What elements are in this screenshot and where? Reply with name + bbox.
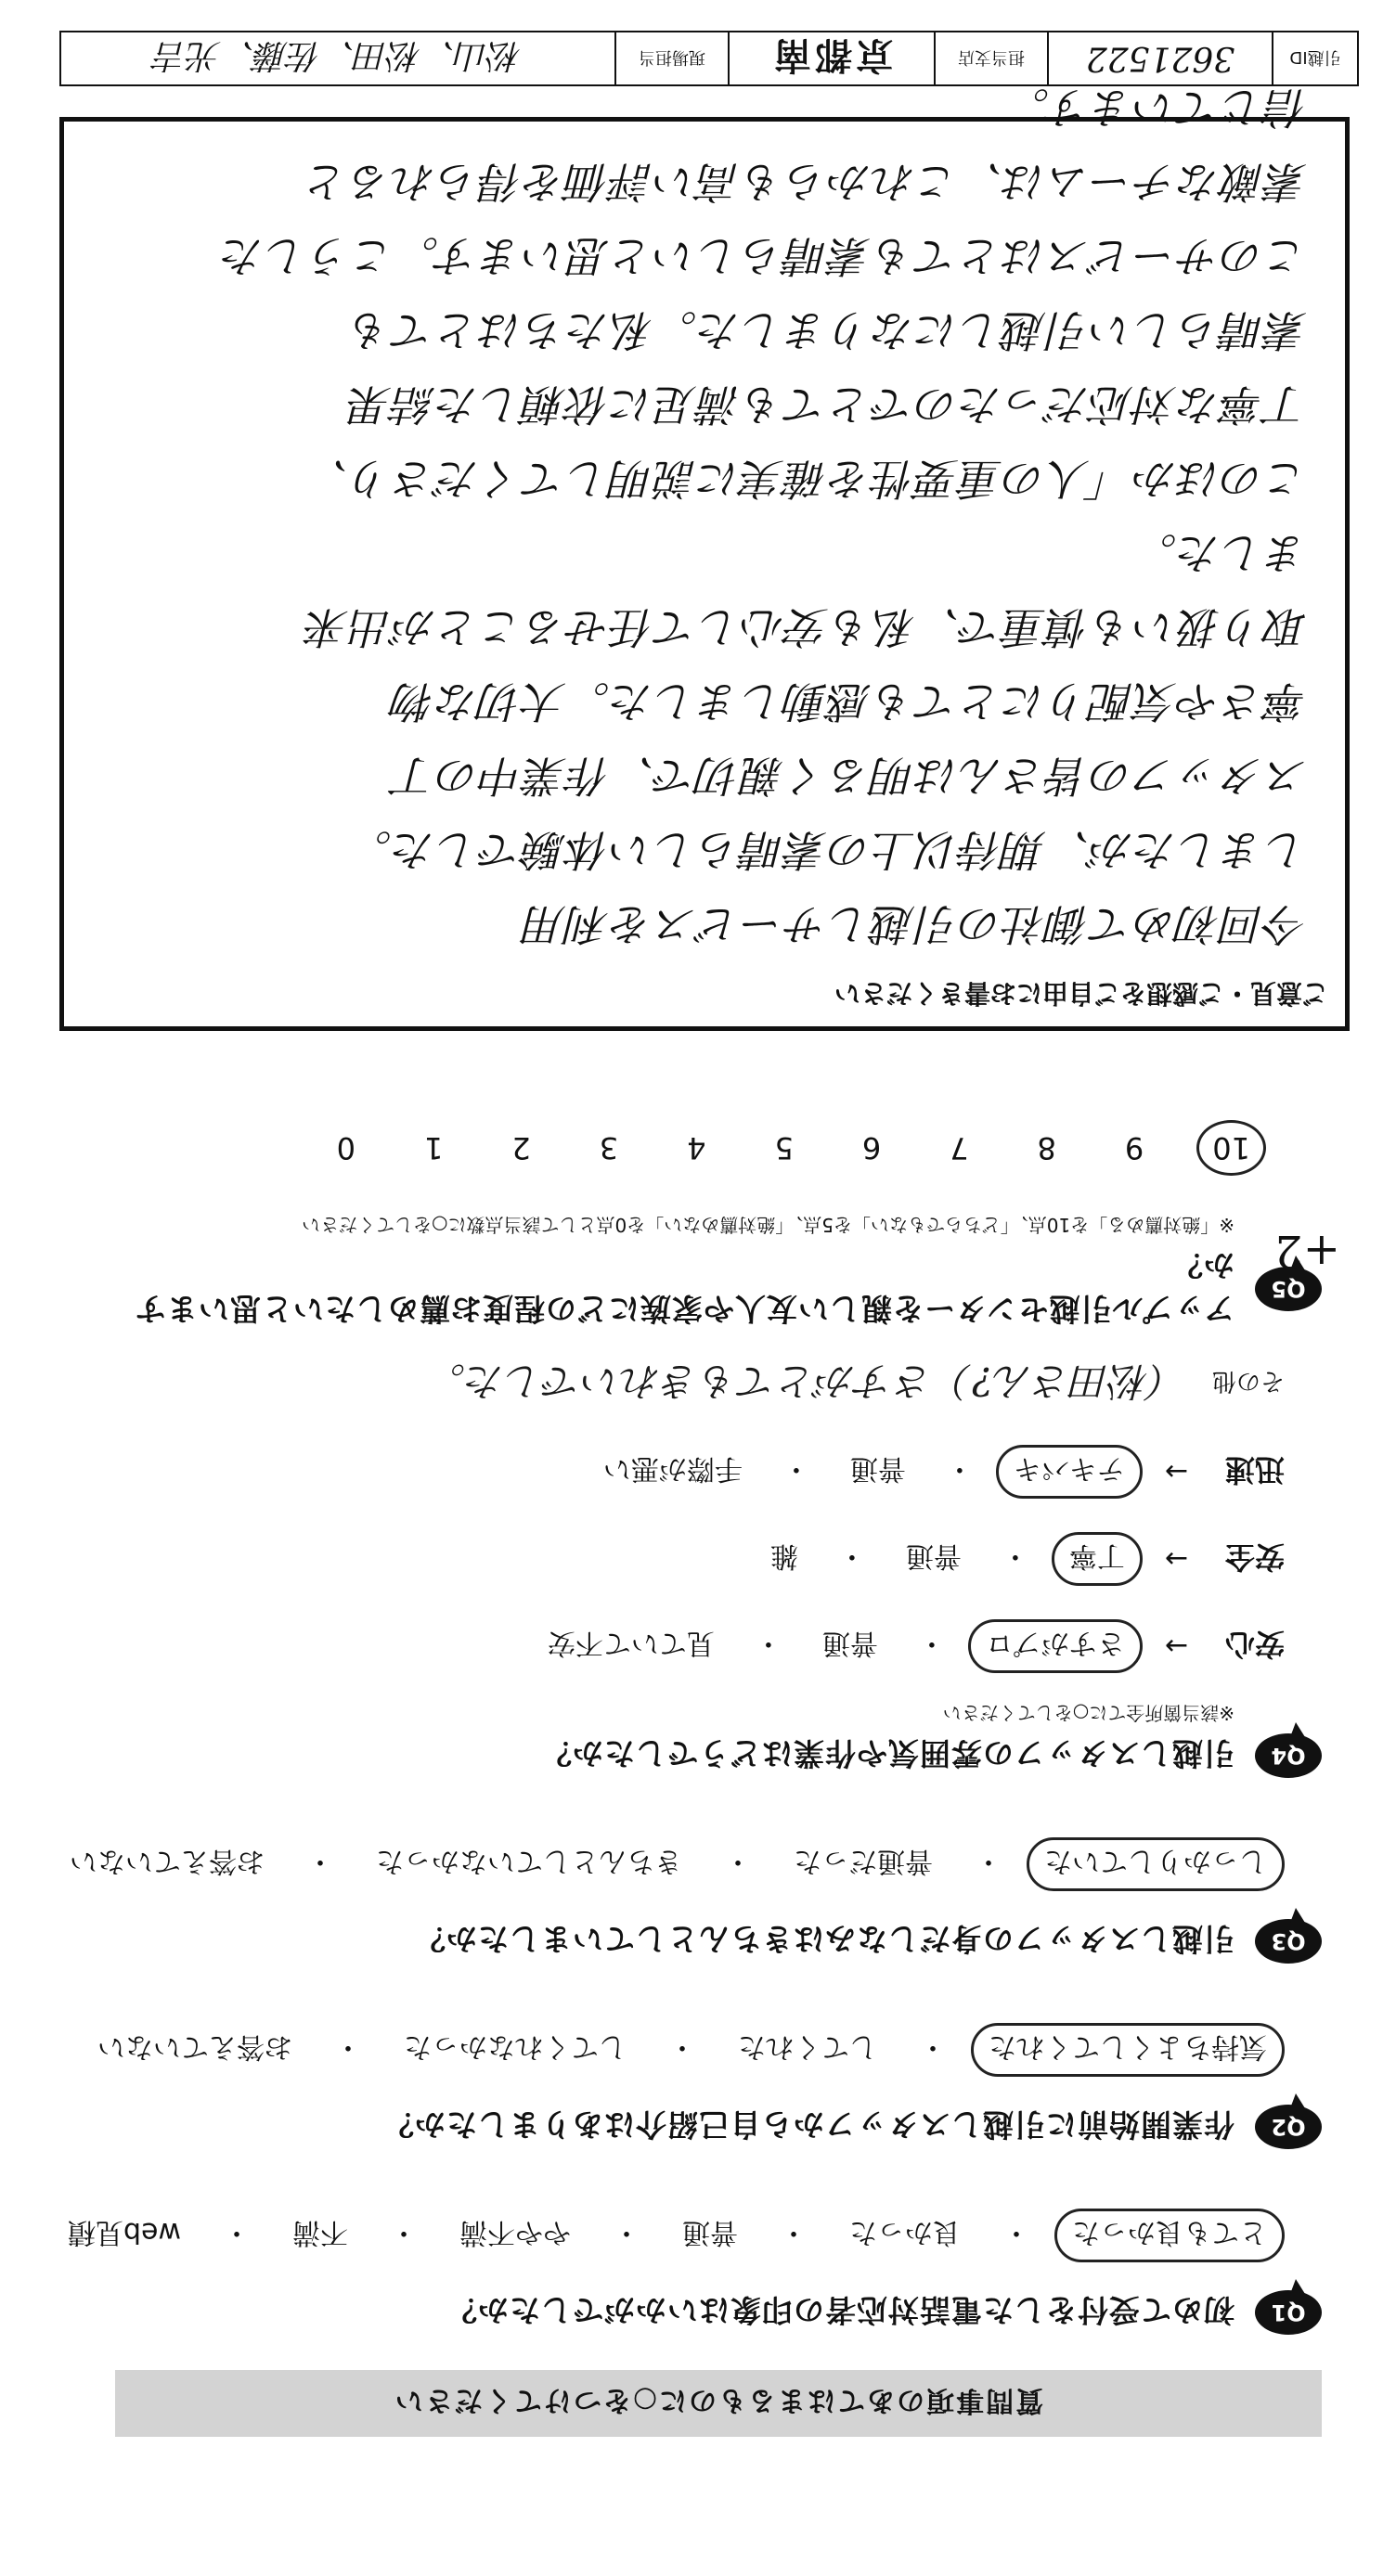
option-separator: ・: [782, 1452, 810, 1485]
option-separator: ・: [780, 2216, 808, 2248]
q4-row-other: [78, 1356, 1285, 1411]
instruction-bar: 質問事項のあてはまるものに○をつけてください: [115, 2370, 1322, 2437]
q4-anshin-option-2[interactable]: 普通: [821, 1627, 878, 1659]
q4-row-label: 迅速: [1224, 1452, 1285, 1488]
q1-options: [67, 2209, 1285, 2262]
q4-anshin-option-1[interactable]: さすがプロ: [968, 1619, 1143, 1673]
comment-line: ました。: [1133, 528, 1308, 578]
comment-line: 素敵なチームは、これからも高い評価を得られると: [304, 157, 1308, 207]
q5-score-row: [78, 1120, 1266, 1176]
q2-option-2[interactable]: してくれた: [738, 2030, 877, 2063]
question-q3: [70, 1837, 1322, 1964]
comment-line: 今回初めて御社の引越しサービスを利用: [523, 899, 1308, 949]
q4-badge: Q4: [1255, 1733, 1322, 1778]
q4-row-label: 安全: [1224, 1539, 1285, 1575]
option-separator: ・: [919, 2030, 947, 2063]
comment-handwriting: [92, 71, 1308, 961]
q1-option-5[interactable]: 不満: [292, 2216, 348, 2248]
comment-line: 寧さや気配りにとても感動しました。大切な物: [392, 676, 1308, 727]
comment-line: しましたが、期待以上の素晴らしい体験でした。: [348, 825, 1308, 875]
option-separator: ・: [306, 1845, 334, 1877]
comment-line: 取り扱いも慎重で、私も安心して任せることが出来: [304, 602, 1308, 652]
q4-row-jinsoku: [78, 1445, 1285, 1499]
q5-score-5[interactable]: 5: [774, 1130, 794, 1166]
q4-jinsoku-option-2[interactable]: 普通: [849, 1452, 906, 1485]
comment-line: このほか「人の重要性を確実に説明してくださり、: [304, 454, 1308, 504]
q5-score-2[interactable]: 2: [511, 1130, 531, 1166]
header-branch-label: 担当支店: [934, 32, 1047, 84]
comment-line: スタッフの皆さんは明るく親切で、作業中の丁: [392, 751, 1308, 801]
q1-option-4[interactable]: やや不満: [459, 2216, 571, 2248]
arrow-icon: →: [1164, 1455, 1188, 1488]
q5-score-3[interactable]: 3: [599, 1130, 619, 1166]
q2-option-1[interactable]: 気持ちよくしてくれた: [971, 2023, 1285, 2077]
question-q2: [78, 2023, 1322, 2149]
option-separator: ・: [613, 2216, 640, 2248]
q2-option-4[interactable]: お答えていない: [97, 2030, 292, 2063]
option-separator: ・: [945, 1452, 974, 1485]
q4-anzen-option-3[interactable]: 雑: [769, 1539, 798, 1572]
q1-text: 初めて受付をした電話対応者の印象はいかがでしたか？: [446, 2292, 1234, 2329]
q4-anshin-option-3[interactable]: 見ていて不安: [547, 1627, 715, 1659]
q1-option-6[interactable]: web見積: [67, 2216, 181, 2248]
q5-score-6[interactable]: 6: [861, 1130, 882, 1166]
q5-score-1[interactable]: 1: [424, 1130, 444, 1166]
option-separator: ・: [837, 1539, 866, 1572]
q4-other-label: その他: [1211, 1367, 1285, 1396]
q1-badge: Q1: [1255, 2290, 1322, 2335]
q5-badge: Q5: [1255, 1267, 1322, 1311]
q4-anzen-option-1[interactable]: 丁寧: [1052, 1532, 1143, 1586]
q3-option-1[interactable]: しっかりしていた: [1027, 1837, 1285, 1891]
q4-anzen-option-2[interactable]: 普通: [905, 1539, 962, 1572]
option-separator: ・: [1002, 2216, 1030, 2248]
comment-title: ご意見・ご感想をご自由にお書きください: [834, 978, 1328, 1009]
q2-option-3[interactable]: してくれなかった: [404, 2030, 627, 2063]
q5-score-7[interactable]: 7: [950, 1130, 969, 1166]
option-separator: ・: [917, 1627, 946, 1659]
q3-options: [70, 1837, 1285, 1891]
arrow-icon: →: [1164, 1629, 1188, 1663]
comment-box[interactable]: [59, 83, 1350, 1031]
arrow-icon: →: [1164, 1542, 1188, 1576]
option-separator: ・: [334, 2030, 362, 2063]
q4-row-anzen: [78, 1532, 1285, 1586]
q3-text: 引越しスタッフの身だしなみはきちんとしていましたか？: [414, 1921, 1234, 1958]
q4-jinsoku-option-3[interactable]: 手際が悪い: [602, 1452, 743, 1485]
q2-badge: Q2: [1255, 2105, 1322, 2149]
option-separator: ・: [668, 2030, 696, 2063]
option-separator: ・: [1001, 1539, 1029, 1572]
q1-option-1[interactable]: とても良かった: [1054, 2209, 1285, 2262]
comment-line: 素晴らしい引越しになりました。私たちはとても: [348, 305, 1308, 355]
q5-score-9[interactable]: 9: [1124, 1130, 1144, 1166]
comment-line: このサービスはとても素晴らしいと思います。こうした: [220, 231, 1308, 281]
question-q4: [78, 1322, 1322, 1778]
option-separator: ・: [754, 1627, 782, 1659]
option-separator: ・: [975, 1845, 1002, 1877]
q2-text: 作業開始前に引越しスタッフから自己紹介はありましたか？: [382, 2106, 1234, 2144]
header-id-label: 引越ID: [1272, 32, 1357, 84]
q1-option-2[interactable]: 良かった: [849, 2216, 961, 2248]
q5-note: ※「絶対薦める」を10点、「どちらでもない」を5点、「絶対薦めない」を0点として該当点数に○をしてください: [302, 1214, 1234, 1236]
q5-handwritten-mark: +2: [1274, 1225, 1340, 1277]
option-separator: ・: [390, 2216, 418, 2248]
comment-line: 丁寧な対応だったのでとても満足に依頼した結果: [348, 380, 1308, 430]
q5-score-0[interactable]: 0: [336, 1130, 356, 1166]
question-q5: [78, 1120, 1322, 1333]
header-id-value: 3621522: [1047, 32, 1272, 84]
q4-rows: [78, 1356, 1285, 1673]
header-strip: [59, 31, 1359, 86]
q4-note: ※該当箇所全てに○をしてください: [942, 1702, 1234, 1724]
q5-text: アップル引越センターを親しい友人や家族にどの程度お薦めしたいと思いますか？: [134, 1247, 1234, 1327]
q4-other-handwriting[interactable]: （松田さん?）さすがとてもきれいでした。: [426, 1359, 1188, 1404]
q5-score-4[interactable]: 4: [687, 1130, 706, 1166]
q3-option-4[interactable]: お答えていない: [70, 1845, 265, 1877]
comment-line: 信じています。: [1005, 83, 1308, 133]
q5-score-10[interactable]: 10: [1196, 1120, 1266, 1176]
q3-option-3[interactable]: きちんとしていなかった: [376, 1845, 682, 1877]
header-staff-value: 松山、松田、佐藤、光吉: [154, 36, 523, 75]
q5-score-8[interactable]: 8: [1037, 1130, 1056, 1166]
header-branch-stamp: 京都南: [728, 32, 934, 84]
q3-option-2[interactable]: 普通だった: [794, 1845, 933, 1877]
q3-badge: Q3: [1255, 1919, 1322, 1964]
q4-jinsoku-option-1[interactable]: テキパキ: [996, 1445, 1143, 1499]
q4-row-label: 安心: [1224, 1627, 1285, 1662]
option-separator: ・: [724, 1845, 752, 1877]
header-staff-label: 現場担当: [614, 32, 728, 84]
question-q1: [67, 2209, 1322, 2335]
q1-option-3[interactable]: 普通: [682, 2216, 738, 2248]
q4-row-anshin: [78, 1619, 1285, 1673]
q4-text: 引越しスタッフの雰囲気や作業はどうでしたか？: [540, 1735, 1234, 1772]
option-separator: ・: [223, 2216, 251, 2248]
q2-options: [78, 2023, 1285, 2077]
